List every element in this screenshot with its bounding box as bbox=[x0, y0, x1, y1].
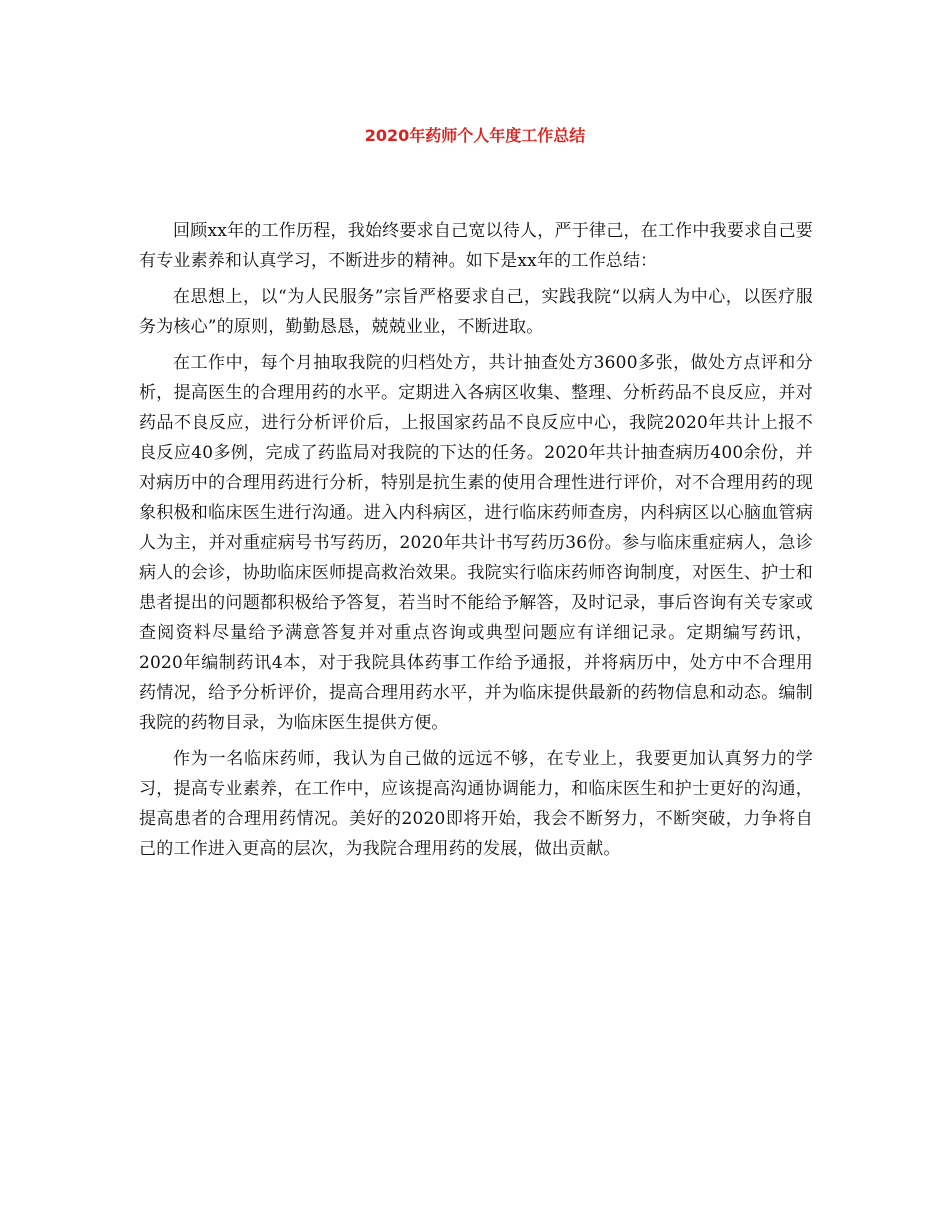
paragraph-work: 在工作中，每个月抽取我院的归档处方，共计抽查处方3600多张，做处方点评和分析，提高医生的合理用药的水平。定期进入各病区收集、整理、分析药品不良反应，并对药品不良反应，进行分析评价后，上报国家药品不良反应中心，我院2020年共计上报不良反应40多例，完成了药监局对我院的下达的任务。2020年共计抽查病历400余份，并对病历中的合理用药进行分析，特别是抗生素的使用合理性进行评价，对不合理用药的现象积极和临床医生进行沟通。进入内科病区，进行临床药师查房，内科病区以心脑血管病人为主，并对重症病号书写药历，2020年共计书写药历36份。参与临床重症病人，急诊病人的会诊，协助临床医师提高救治效果。我院实行临床药师咨询制度，对医生、护士和患者提出的问题都积极给予答复，若当时不能给予解答，及时记录，事后咨询有关专家或查阅资料尽量给予满意答复并对重点咨询或典型问题应有详细记录。定期编写药讯，2020年编制药讯4本，对于我院具体药事工作给予通报，并将病历中，处方中不合理用药情况，给予分析评价，提高合理用药水平，并为临床提供最新的药物信息和动态。编制我院的药物目录，为临床医生提供方便。 bbox=[139, 353, 813, 733]
document-body bbox=[139, 216, 813, 870]
paragraph-outlook: 作为一名临床药师，我认为自己做的远远不够，在专业上，我要更加认真努力的学习，提高专业素养，在工作中，应该提高沟通协调能力，和临床医生和护士更好的沟通，提高患者的合理用药情况。美好的2020即将开始，我会不断努力，不断突破，力争将自己的工作进入更高的层次，为我院合理用药的发展，做出贡献。 bbox=[139, 749, 813, 859]
document-title: 2020年药师个人年度工作总结 bbox=[364, 126, 586, 145]
paragraph-ideology: 在思想上，以“为人民服务”宗旨严格要求自己，实践我院“以病人为中心，以医疗服务为核心”的原则，勤勤恳恳，兢兢业业，不断进取。 bbox=[139, 287, 813, 337]
paragraph-review: 回顾xx年的工作历程，我始终要求自己宽以待人，严于律己，在工作中我要求自己要有专业素养和认真学习，不断进步的精神。如下是xx年的工作总结： bbox=[139, 221, 813, 271]
